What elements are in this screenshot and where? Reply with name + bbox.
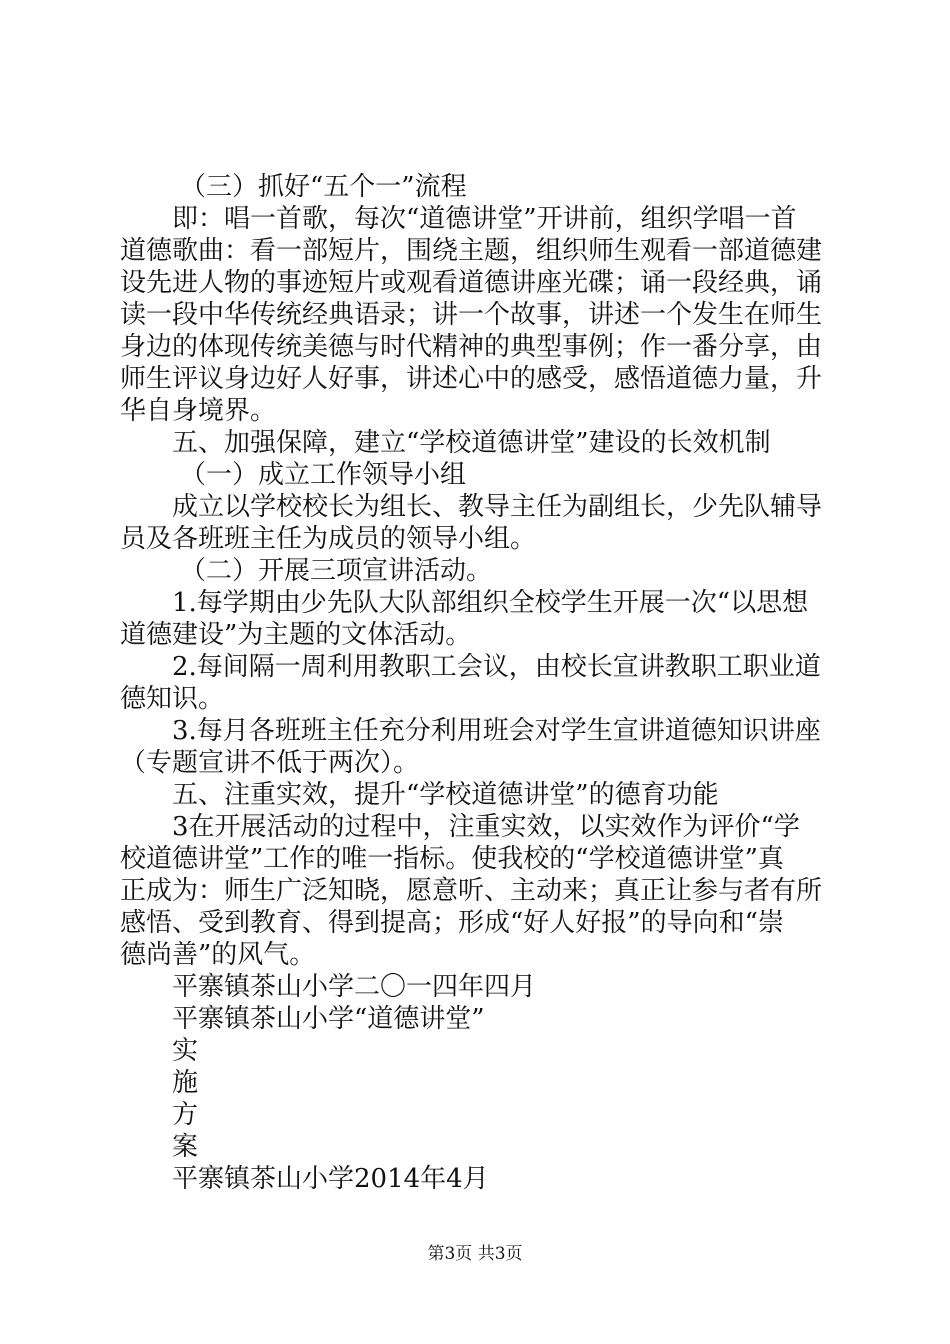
text-line: 师生评议身边好人好事，讲述心中的感受，感悟道德力量，升 [120,364,823,394]
page-footer: 第3页 共3页 [427,1244,523,1264]
document-body [120,171,832,1195]
text-line: 德尚善”的风气。 [120,940,316,970]
text-line: 读一段中华传统经典语录；讲一个故事，讲述一个发生在师生 [120,300,823,330]
text-line: 校道德讲堂”工作的唯一指标。使我校的“学校道德讲堂”真 [120,844,784,874]
text-line: 案 [172,1132,199,1162]
text-line: 身边的体现传统美德与时代精神的典型事例；作一番分享，由 [120,332,823,362]
text-line: 员及各班班主任为成员的领导小组。 [120,524,537,554]
text-line: （三）抓好“五个一”流程 [180,172,467,202]
text-line: 3.每月各班班主任充分利用班会对学生宣讲道德知识讲座 [172,716,821,746]
text-line: 设先进人物的事迹短片或观看道德讲座光碟；诵一段经典，诵 [120,268,823,298]
text-line: 3在开展活动的过程中，注重实效，以实效作为评价“学 [172,812,800,842]
text-line: （二）开展三项宣讲活动。 [180,556,493,586]
text-line: （专题宣讲不低于两次）。 [120,748,420,778]
text-line: 1.每学期由少先队大队部组织全校学生开展一次“以思想 [172,588,809,618]
text-line: 正成为：师生广泛知晓，愿意听、主动来；真正让参与者有所 [120,876,823,906]
text-line: 德知识。 [120,684,225,714]
text-line: 华自身境界。 [120,396,277,426]
text-line: 五、加强保障，建立“学校道德讲堂”建设的长效机制 [172,428,771,458]
text-line: （一）成立工作领导小组 [180,460,467,490]
text-line: 方 [172,1100,199,1130]
text-line: 实 [172,1036,199,1066]
text-line: 施 [172,1068,199,1098]
text-line: 2.每间隔一周利用教职工会议，由校长宣讲教职工职业道 [172,652,821,682]
text-line: 成立以学校校长为组长、教导主任为副组长，少先队辅导 [172,492,823,522]
text-line: 即：唱一首歌，每次“道德讲堂”开讲前，组织学唱一首 [172,204,797,234]
text-line: 五、注重实效，提升“学校道德讲堂”的德育功能 [172,780,719,810]
text-line: 道德歌曲：看一部短片，围绕主题，组织师生观看一部道德建 [120,236,823,266]
text-line: 平寨镇茶山小学二〇一四年四月 [172,972,537,1002]
text-line: 道德建设”为主题的文体活动。 [120,620,472,650]
text-line: 感悟、受到教育、得到提高；形成“好人好报”的导向和“崇 [120,908,784,938]
text-line: 平寨镇茶山小学2014年4月 [172,1164,489,1194]
text-line: 平寨镇茶山小学“道德讲堂” [172,1004,485,1034]
